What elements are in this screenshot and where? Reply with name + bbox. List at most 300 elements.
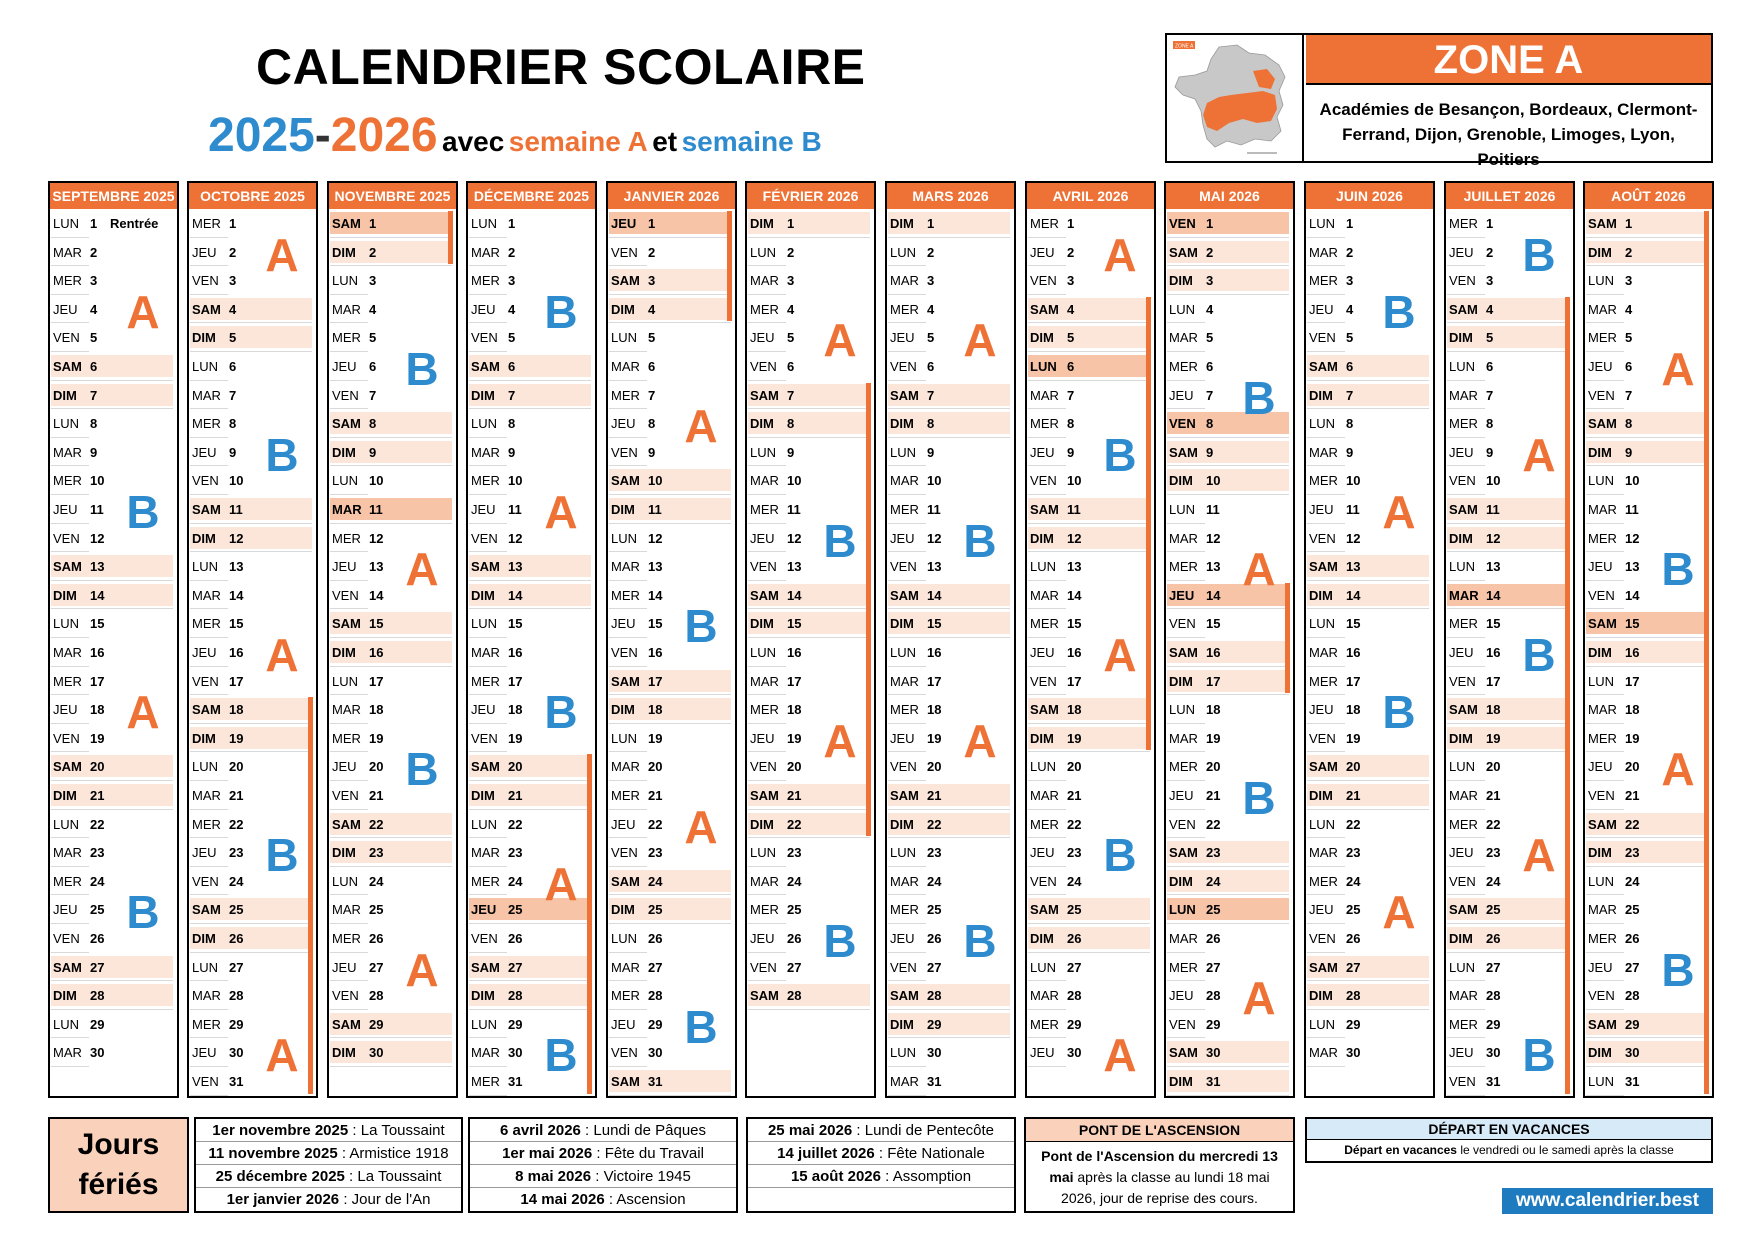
day-row (329, 409, 456, 438)
day-row (50, 781, 177, 810)
day-row (608, 953, 735, 982)
weekday-label: LUN (332, 673, 359, 689)
day-number: 15 (369, 616, 384, 632)
day-row (1306, 638, 1433, 667)
weekday-label: LUN (192, 559, 219, 575)
weekday-label: SAM (750, 788, 779, 803)
map-zone-tag: ZONE A (1175, 43, 1194, 50)
day-number: 13 (1346, 559, 1361, 575)
weekday-label: DIM (611, 301, 635, 317)
day-number: 30 (1206, 1045, 1221, 1061)
weekday-label: MAR (192, 788, 221, 803)
day-row (50, 581, 177, 610)
day-row (1306, 438, 1433, 467)
weekday-label: VEN (53, 530, 80, 546)
depart-vacances-title: DÉPART EN VACANCES (1307, 1119, 1711, 1140)
day-number: 4 (1625, 301, 1633, 317)
day-row (1027, 381, 1154, 410)
week-letter-a: A (1103, 228, 1137, 281)
weekday-label: MAR (1588, 702, 1617, 718)
weekday-label: SAM (1588, 416, 1617, 432)
month-header: JUIN 2026 (1306, 183, 1433, 209)
day-number: 28 (90, 988, 105, 1004)
weekday-label: SAM (1309, 959, 1338, 975)
day-number: 2 (229, 244, 237, 260)
day-number: 1 (1067, 216, 1075, 231)
week-letter-a: A (963, 314, 997, 367)
day-number: 27 (1067, 959, 1082, 975)
weekday-label: SAM (750, 988, 779, 1004)
day-number: 17 (787, 673, 802, 689)
day-number: 21 (1346, 788, 1361, 803)
day-row (1027, 895, 1154, 924)
weekday-label: SAM (1030, 301, 1059, 317)
week-letter-a: A (1382, 486, 1416, 538)
day-number: 16 (369, 645, 384, 660)
weekday-label: MAR (1588, 902, 1617, 918)
day-number: 20 (787, 759, 802, 775)
weekday-label: SAM (611, 873, 640, 889)
weekday-label: DIM (1169, 473, 1193, 489)
day-number: 26 (369, 931, 384, 946)
weekday-label: LUN (53, 816, 80, 832)
week-letter-b: B (1103, 829, 1137, 882)
day-number: 20 (648, 759, 663, 775)
day-number: 22 (648, 816, 663, 832)
day-number: 13 (927, 559, 942, 575)
day-number: 16 (1486, 645, 1501, 660)
day-number: 11 (648, 502, 662, 517)
day-number: 31 (1486, 1074, 1501, 1089)
day-number: 9 (1625, 444, 1633, 460)
day-number: 19 (927, 730, 942, 746)
day-row (1585, 466, 1712, 495)
weekday-label: MAR (1449, 988, 1478, 1004)
weekday-label: VEN (471, 730, 498, 746)
weekday-label: DIM (53, 988, 77, 1004)
day-number: 23 (1625, 845, 1640, 861)
day-number: 23 (927, 845, 942, 861)
day-row (1446, 381, 1573, 410)
day-number: 26 (1625, 931, 1640, 946)
day-row (608, 895, 735, 924)
day-row (887, 581, 1014, 610)
day-number: 29 (369, 1016, 384, 1032)
weekday-label: MER (1309, 873, 1338, 889)
day-row (1446, 524, 1573, 553)
pont-ascension-title: PONT DE L'ASCENSION (1026, 1119, 1293, 1142)
day-number: 17 (1206, 673, 1221, 689)
weekday-label: LUN (1030, 759, 1057, 775)
day-row (468, 381, 595, 410)
weekday-label: DIM (1588, 444, 1612, 460)
day-row (1306, 552, 1433, 581)
day-row (747, 810, 874, 839)
weekday-label: DIM (471, 387, 495, 403)
day-number: 8 (1067, 416, 1075, 432)
week-letter-a: A (963, 714, 997, 767)
subtitle-semaine-a: semaine A (508, 126, 648, 157)
weekday-label: VEN (1449, 473, 1476, 489)
day-number: 15 (90, 616, 105, 632)
day-number: 28 (927, 988, 942, 1004)
day-number: 13 (1625, 559, 1640, 575)
day-number: 27 (1625, 959, 1640, 975)
weekday-label: SAM (611, 1074, 640, 1089)
weekday-label: LUN (192, 359, 219, 374)
weekday-label: MER (332, 530, 361, 546)
holidays-list-1 (194, 1117, 463, 1213)
day-number: 14 (787, 587, 802, 603)
weekday-label: SAM (332, 816, 361, 832)
day-number: 1 (508, 216, 516, 231)
weekday-label: DIM (1449, 530, 1473, 546)
day-number: 28 (648, 988, 663, 1004)
day-row (1166, 438, 1293, 467)
day-row (747, 438, 874, 467)
day-number: 7 (1625, 387, 1633, 403)
weekday-label: MAR (1030, 988, 1059, 1004)
day-row (1027, 552, 1154, 581)
day-row (608, 724, 735, 753)
day-number: 24 (508, 873, 523, 889)
weekday-label: LUN (1588, 873, 1615, 889)
weekday-label: MER (1030, 616, 1059, 632)
weekday-label: SAM (1588, 1016, 1617, 1032)
day-number: 31 (927, 1074, 942, 1089)
day-row (1027, 695, 1154, 724)
weekday-label: DIM (1309, 387, 1333, 403)
day-row (887, 609, 1014, 638)
weekday-label: MER (192, 216, 221, 231)
day-number: 8 (927, 416, 935, 432)
day-number: 9 (1346, 444, 1354, 460)
month-header: JUILLET 2026 (1446, 183, 1573, 209)
weekday-label: MAR (611, 959, 640, 975)
day-number: 27 (648, 959, 663, 975)
day-number: 1 (1486, 216, 1494, 231)
weekday-label: SAM (53, 359, 82, 374)
weekday-label: SAM (53, 759, 82, 775)
weekday-label: SAM (1309, 759, 1338, 775)
month-column (187, 181, 318, 1098)
day-number: 6 (229, 359, 237, 374)
weekday-label: VEN (1588, 587, 1615, 603)
weekday-label: SAM (471, 359, 500, 374)
day-row (887, 838, 1014, 867)
month-column (606, 181, 737, 1098)
weekday-label: DIM (471, 988, 495, 1004)
day-number: 15 (1206, 616, 1221, 632)
day-number: 26 (648, 931, 663, 946)
weekday-label: MER (611, 788, 640, 803)
day-number: 12 (508, 530, 523, 546)
weekday-label: SAM (890, 788, 919, 803)
day-row (887, 438, 1014, 467)
weekday-label: JEU (750, 931, 775, 946)
weekday-label: SAM (332, 616, 361, 632)
holiday-entry: 25 mai 2026 : Lundi de Pentecôte (748, 1119, 1014, 1142)
weekday-label: VEN (750, 359, 777, 374)
day-row (608, 266, 735, 295)
holiday-entry: 15 août 2026 : Assomption (748, 1165, 1014, 1188)
day-row (1166, 867, 1293, 896)
day-number: 26 (229, 931, 244, 946)
day-row (1446, 352, 1573, 381)
weekday-label: SAM (1449, 502, 1478, 517)
day-number: 25 (508, 902, 523, 918)
day-number: 25 (1206, 902, 1221, 918)
day-number: 26 (90, 931, 105, 946)
day-row (189, 524, 316, 553)
weekday-label: MER (750, 702, 779, 718)
weekday-label: VEN (53, 931, 80, 946)
day-row (1027, 953, 1154, 982)
day-row (1306, 838, 1433, 867)
day-number: 24 (369, 873, 384, 889)
day-number: 18 (369, 702, 384, 718)
week-letter-a: A (126, 285, 160, 338)
weekday-label: MER (750, 902, 779, 918)
weekday-label: MAR (890, 873, 919, 889)
day-number: 16 (1625, 645, 1640, 660)
day-row (887, 466, 1014, 495)
weekday-label: VEN (1449, 673, 1476, 689)
weekday-label: LUN (611, 330, 638, 346)
day-row (1585, 209, 1712, 238)
weekday-label: SAM (53, 959, 82, 975)
day-note: Rentrée (110, 216, 159, 231)
subtitle-et: et (652, 126, 678, 157)
day-row (887, 810, 1014, 839)
week-letter-b: B (684, 1000, 718, 1053)
day-number: 5 (508, 330, 516, 346)
day-row (1166, 266, 1293, 295)
day-number: 7 (927, 387, 935, 403)
month-header: MARS 2026 (887, 183, 1014, 209)
day-number: 1 (787, 216, 795, 231)
day-number: 16 (927, 645, 942, 660)
month-column (1583, 181, 1714, 1098)
day-number: 24 (90, 873, 105, 889)
weekday-label: MAR (1309, 1045, 1338, 1061)
day-number: 11 (1206, 502, 1220, 517)
day-number: 5 (1346, 330, 1354, 346)
week-letter-b: B (1382, 686, 1416, 739)
weekday-label: MER (1449, 416, 1478, 432)
day-row (1166, 667, 1293, 696)
day-number: 5 (648, 330, 656, 346)
day-number: 2 (648, 244, 656, 260)
weekday-label: JEU (1169, 788, 1194, 803)
day-row (329, 1010, 456, 1039)
day-row (50, 352, 177, 381)
day-number: 3 (787, 273, 795, 289)
weekday-label: SAM (471, 759, 500, 775)
day-number: 27 (927, 959, 942, 975)
week-letter-b: B (544, 285, 578, 338)
day-row (1585, 1038, 1712, 1067)
day-number: 28 (1067, 988, 1082, 1004)
day-row (887, 781, 1014, 810)
day-number: 23 (508, 845, 523, 861)
day-number: 18 (90, 702, 105, 718)
day-number: 8 (229, 416, 237, 432)
weekday-label: JEU (890, 730, 915, 746)
day-row (468, 209, 595, 238)
weekday-label: DIM (750, 616, 774, 632)
weekday-label: MAR (750, 873, 779, 889)
weekday-label: VEN (332, 587, 359, 603)
day-number: 18 (787, 702, 802, 718)
day-row (329, 867, 456, 896)
day-number: 3 (1486, 273, 1494, 289)
day-number: 3 (229, 273, 237, 289)
day-row (1585, 1010, 1712, 1039)
weekday-label: DIM (890, 416, 914, 432)
day-number: 20 (229, 759, 244, 775)
day-number: 24 (787, 873, 802, 889)
day-number: 31 (1625, 1074, 1640, 1089)
weekday-label: DIM (53, 788, 77, 803)
weekday-label: SAM (1169, 444, 1198, 460)
vacation-bar (1565, 297, 1570, 1094)
day-number: 29 (648, 1016, 663, 1032)
weekday-label: LUN (611, 530, 638, 546)
day-number: 13 (1206, 559, 1221, 575)
day-number: 30 (1486, 1045, 1501, 1061)
day-row (329, 1038, 456, 1067)
day-number: 23 (648, 845, 663, 861)
weekday-label: JEU (192, 845, 217, 861)
weekday-label: MAR (1449, 387, 1478, 403)
day-number: 5 (369, 330, 377, 346)
day-number: 11 (229, 502, 243, 517)
day-number: 16 (90, 645, 105, 660)
weekday-label: JEU (471, 502, 496, 517)
day-number: 23 (229, 845, 244, 861)
weekday-label: MER (1169, 759, 1198, 775)
day-number: 9 (90, 444, 98, 460)
week-letter-b: B (544, 1029, 578, 1082)
weekday-label: MAR (192, 587, 221, 603)
day-row (1585, 1067, 1712, 1096)
weekday-label: VEN (611, 1045, 638, 1061)
weekday-label: JEU (890, 530, 915, 546)
day-number: 30 (648, 1045, 663, 1061)
weekday-label: JEU (192, 444, 217, 460)
weekday-label: DIM (1169, 273, 1193, 289)
day-number: 22 (927, 816, 942, 832)
day-number: 14 (1346, 587, 1361, 603)
weekday-label: MAR (611, 559, 640, 575)
weekday-label: MER (1588, 730, 1617, 746)
day-number: 30 (927, 1045, 942, 1061)
day-number: 17 (90, 673, 105, 689)
day-row (50, 209, 177, 238)
day-row (887, 867, 1014, 896)
weekday-label: MAR (1449, 587, 1479, 603)
weekday-label: JEU (332, 359, 357, 374)
weekday-label: MER (192, 1016, 221, 1032)
day-row (1027, 495, 1154, 524)
day-number: 15 (1067, 616, 1082, 632)
day-number: 5 (90, 330, 98, 346)
weekday-label: MAR (471, 1045, 500, 1061)
day-number: 1 (229, 216, 237, 231)
day-number: 2 (90, 244, 98, 260)
day-number: 1 (1346, 216, 1354, 231)
day-number: 11 (787, 502, 801, 517)
weekday-label: LUN (1588, 1074, 1615, 1089)
day-row (1446, 323, 1573, 352)
day-number: 4 (1486, 301, 1494, 317)
day-number: 3 (90, 273, 98, 289)
weekday-label: JEU (1588, 559, 1613, 575)
week-letter-a: A (1242, 543, 1276, 596)
week-letter-b: B (405, 743, 439, 796)
weekday-label: VEN (192, 673, 219, 689)
weekday-label: JEU (750, 330, 775, 346)
weekday-label: MER (1449, 216, 1478, 231)
weekday-label: MER (332, 330, 361, 346)
holiday-entry: 6 avril 2026 : Lundi de Pâques (470, 1119, 736, 1142)
weekday-label: JEU (1169, 988, 1194, 1004)
weekday-label: DIM (1588, 845, 1612, 861)
day-number: 21 (1206, 788, 1221, 803)
weekday-label: MER (1169, 559, 1198, 575)
day-row (329, 438, 456, 467)
weekday-label: DIM (53, 587, 77, 603)
month-column (885, 181, 1016, 1098)
day-number: 4 (927, 301, 935, 317)
day-row (1166, 466, 1293, 495)
day-row (468, 238, 595, 267)
day-row (1446, 495, 1573, 524)
weekday-label: SAM (890, 387, 919, 403)
weekday-label: JEU (1309, 902, 1334, 918)
weekday-label: DIM (890, 616, 914, 632)
day-row (1306, 810, 1433, 839)
weekday-label: MAR (1309, 244, 1338, 260)
day-number: 10 (787, 473, 802, 489)
week-letter-a: A (1661, 343, 1695, 395)
day-row (1306, 238, 1433, 267)
day-number: 28 (1486, 988, 1501, 1004)
weekday-label: SAM (53, 559, 82, 575)
website-link[interactable]: www.calendrier.best (1502, 1188, 1713, 1214)
day-row (1306, 209, 1433, 238)
day-number: 12 (648, 530, 663, 546)
day-number: 12 (369, 530, 384, 546)
jours-feries-line1: Jours (77, 1128, 160, 1161)
weekday-label: MER (471, 873, 500, 889)
day-number: 2 (1625, 244, 1633, 260)
holiday-entry: 14 mai 2026 : Ascension (520, 1191, 686, 1208)
vacation-bar (587, 754, 592, 1093)
weekday-label: MAR (1309, 444, 1338, 460)
weekday-label: MAR (750, 673, 779, 689)
day-number: 13 (229, 559, 244, 575)
week-letter-b: B (1522, 1029, 1556, 1082)
weekday-label: VEN (1588, 788, 1615, 803)
weekday-label: SAM (192, 702, 221, 718)
weekday-label: MER (890, 301, 919, 317)
day-number: 5 (927, 330, 935, 346)
month-column (48, 181, 179, 1098)
weekday-label: LUN (1449, 559, 1476, 575)
week-letter-b: B (1382, 285, 1416, 338)
